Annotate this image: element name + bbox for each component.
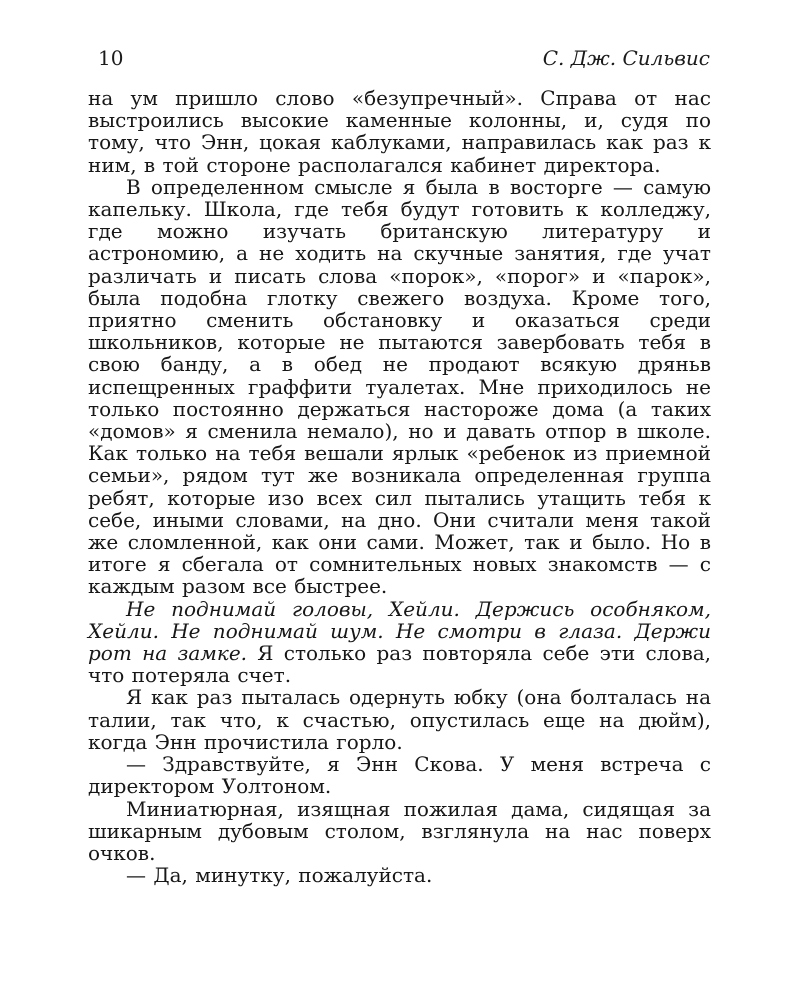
text-segment: на ум пришло слово «безупречный». Справа от нас выстроились высокие каменные колонны, и, судя по тому, что Энн, цокая каблуками, направилась как раз к ним, в той стороне располагался кабинет директора. [88, 86, 711, 177]
text-segment: Я столько раз повторяла себе эти слова, что потеряла счет. [88, 641, 712, 688]
page-number: 10 [98, 46, 124, 70]
paragraph [88, 598, 711, 687]
text-segment: Миниатюрная, изящная пожилая дама, сидящая за шикарным дубовым столом, взглянула на нас поверх очков. [88, 796, 711, 865]
paragraph [88, 87, 711, 176]
paragraph [88, 753, 711, 797]
paragraph [88, 798, 711, 865]
running-head-author: С. Дж. Сильвис [542, 46, 710, 70]
text-segment: — Да, минутку, пожалуйста. [126, 863, 433, 888]
italic-text-segment: Не поднимай головы, Хейли. Держись особняком, Хейли. Не поднимай шум. Не смотри в глаза. Держи рот на замке. [88, 596, 711, 666]
text-segment: — Здравствуйте, я Энн Скова. У меня встреча с директором Уолтоном. [88, 752, 711, 799]
body-text [88, 87, 711, 886]
paragraph [88, 686, 711, 753]
paragraph [88, 176, 711, 598]
text-segment: Я как раз пыталась одернуть юбку (она болталась на талии, так что, к счастью, опустилась еще на дюйм), когда Энн прочистила горло. [88, 685, 711, 754]
running-header [88, 46, 711, 70]
paragraph [88, 864, 711, 886]
text-segment: В определенном смысле я была в восторге — самую капельку. Школа, где тебя будут готовить к колледжу, где можно изучать британскую литературу и астрономию, а не ходить на скучные занятия, где учат различать и писать слова «порок», «порог» и «парок», была подобна глотку свежего воздуха. Кроме того, приятно сменить обстановку и оказаться среди школьников, которые не пытаются завербовать тебя в свою банду, а в обед не продают всякую дряньв испещренных граффити туалетах. Мне приходилось не только постоянно держаться настороже дома (а таких «домов» я сменила немало), но и давать отпор в школе. Как только на тебя вешали ярлык «ребенок из приемной семьи», рядом тут же возникала определенная группа ребят, которые изо всех сил пытались утащить тебя к себе, иными словами, на дно. Они считали меня такой же сломленной, как они сами. Может, так и было. Но в итоге я сбегала от сомнительных новых знакомств — с каждым разом все быстрее. [88, 174, 711, 599]
